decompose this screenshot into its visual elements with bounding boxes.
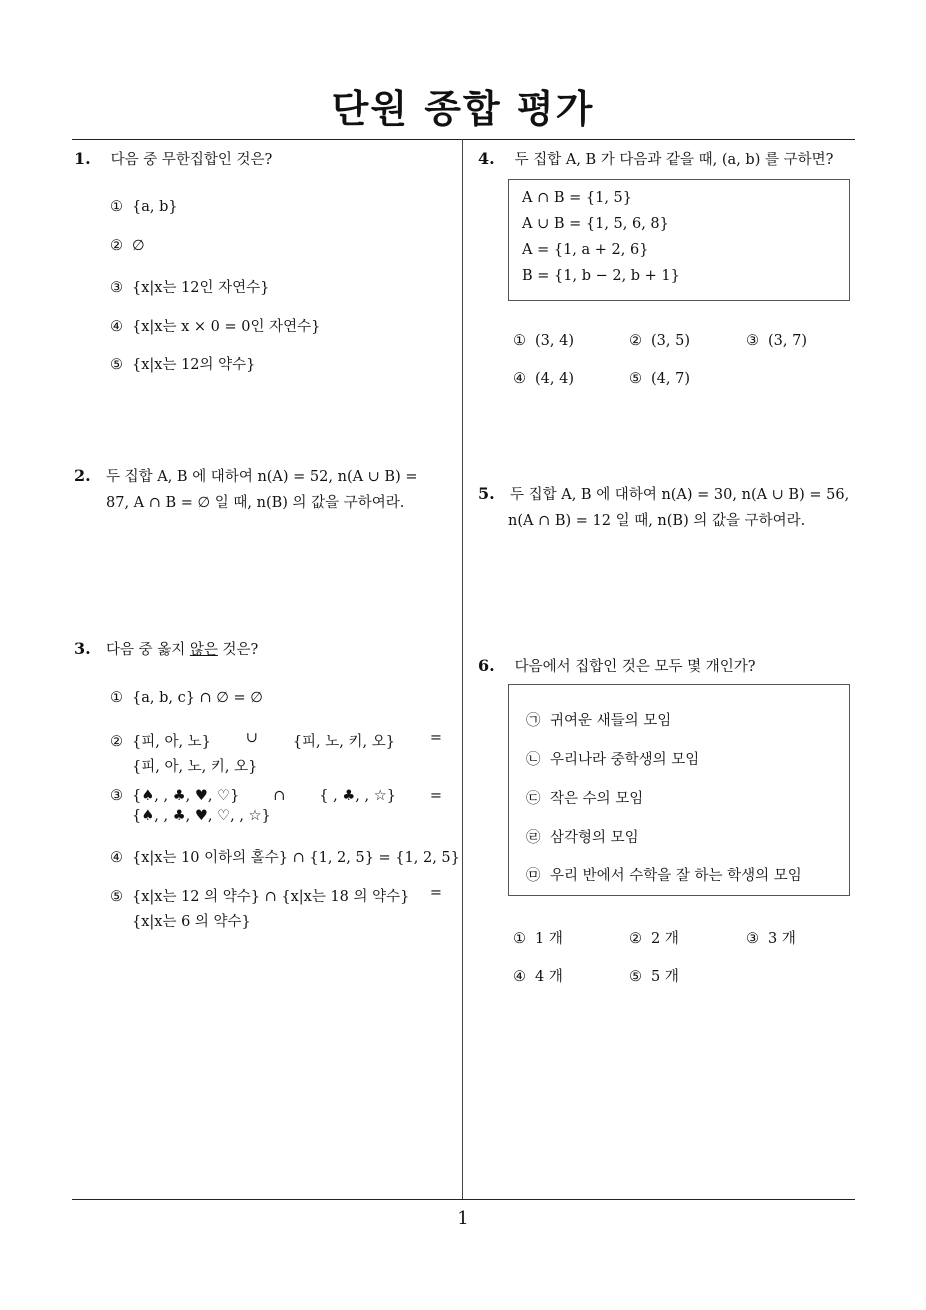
question-number: 5. [478, 484, 495, 503]
page-title: 단원 종합 평가 [331, 87, 595, 131]
item-mark: ㉣ [526, 830, 541, 846]
option-mark: ⑤ [629, 969, 642, 985]
option-mark: ③ [746, 333, 759, 349]
option-mark: ① [110, 199, 123, 215]
option-text: ∅ [132, 238, 145, 254]
condition-line: A ∪ B = {1, 5, 6, 8} [522, 216, 669, 232]
equals-sign: = [429, 730, 442, 746]
question-stem-line-2: 87, A ∩ B = ∅ 일 때, n(B) 의 값을 구하여라. [106, 495, 405, 511]
option-mark: ② [110, 238, 123, 254]
option-text: {a, b} [132, 199, 178, 215]
question-stem: 다음 중 무한집합인 것은? [110, 152, 273, 168]
option-text-right: {피, 노, 키, 오} [292, 734, 395, 750]
emphasis-underline: 않은 [189, 642, 218, 658]
option-3[interactable] [110, 276, 269, 297]
question-number: 2. [74, 466, 91, 485]
question-stem-line-2: n(A ∩ B) = 12 일 때, n(B) 의 값을 구하여라. [508, 513, 806, 529]
item-mark: ㉢ [526, 791, 541, 807]
question-stem-line-1: 두 집합 A, B 에 대하여 n(A) = 52, n(A ∪ B) = [106, 469, 418, 485]
option-5[interactable] [629, 371, 690, 387]
option-mark: ③ [746, 931, 759, 947]
option-3[interactable] [746, 927, 796, 948]
option-text: {a, b, c} ∩ ∅ = ∅ [132, 690, 263, 706]
bottom-divider [72, 1199, 855, 1200]
option-mark: ⑤ [110, 889, 123, 905]
option-2[interactable] [110, 238, 145, 254]
page-number: 1 [457, 1208, 469, 1229]
union-operator: ∪ [245, 730, 258, 746]
question-2 [74, 463, 456, 516]
option-text: 5 개 [651, 969, 679, 985]
question-1 [74, 146, 272, 173]
option-4[interactable] [110, 846, 460, 867]
item-mark: ㉤ [526, 868, 541, 884]
option-4[interactable] [110, 315, 320, 336]
item-mark: ㉠ [526, 713, 541, 729]
option-mark: ② [629, 333, 642, 349]
item-text: 우리 반에서 수학을 잘 하는 학생의 모임 [550, 868, 802, 884]
option-mark: ② [629, 931, 642, 947]
question-3 [74, 636, 258, 663]
option-mark: ② [110, 734, 123, 750]
option-text-left: {피, 아, 노} [132, 734, 211, 750]
option-mark: ③ [110, 280, 123, 296]
item-text: 삼각형의 모임 [550, 830, 639, 846]
option-mark: ④ [513, 969, 526, 985]
option-text: 2 개 [651, 931, 679, 947]
question-6 [478, 653, 756, 680]
intersection-operator: ∩ [273, 788, 286, 804]
items-box [508, 684, 850, 896]
equals-sign: = [429, 885, 442, 901]
question-4 [478, 146, 833, 173]
box-item [526, 864, 802, 885]
option-4[interactable] [513, 371, 574, 387]
item-mark: ㉡ [526, 752, 541, 768]
question-number: 4. [478, 149, 495, 168]
option-mark: ④ [110, 850, 123, 866]
option-2[interactable] [629, 927, 679, 948]
box-item [526, 826, 639, 847]
option-text: (3, 5) [651, 333, 690, 349]
item-text: 귀여운 새들의 모임 [550, 713, 672, 729]
question-5 [478, 481, 862, 534]
option-mark: ① [513, 931, 526, 947]
top-divider [72, 139, 855, 140]
option-text: (3, 4) [535, 333, 574, 349]
question-number: 3. [74, 639, 91, 658]
option-text-continued: {♠, , ♣, ♥, ♡, , ☆} [132, 808, 271, 824]
option-2[interactable] [110, 730, 442, 776]
option-text-left: {x|x는 12 의 약수} ∩ {x|x는 18 의 약수} [132, 889, 410, 905]
box-item [526, 748, 699, 769]
option-text: {x|x는 12인 자연수} [132, 280, 270, 296]
option-5[interactable] [629, 965, 679, 986]
option-3[interactable] [110, 788, 442, 824]
option-mark: ① [110, 690, 123, 706]
question-stem-end: 것은? [217, 642, 259, 658]
option-text: (3, 7) [768, 333, 807, 349]
option-text: 1 개 [535, 931, 563, 947]
option-text: {x|x는 12의 약수} [132, 357, 256, 373]
given-conditions-box [508, 179, 850, 301]
condition-line: A ∩ B = {1, 5} [522, 190, 632, 206]
box-item [526, 709, 671, 730]
option-text: {x|x는 x × 0 = 0인 자연수} [132, 319, 321, 335]
option-mark: ⑤ [629, 371, 642, 387]
option-text: (4, 7) [651, 371, 690, 387]
option-1[interactable] [513, 927, 563, 948]
option-text-continued: {피, 아, 노, 키, 오} [132, 759, 258, 775]
option-2[interactable] [629, 333, 690, 349]
option-text-continued: {x|x는 6 의 약수} [132, 914, 251, 930]
question-stem: 두 집합 A, B 가 다음과 같을 때, (a, b) 를 구하면? [514, 152, 834, 168]
option-mark: ③ [110, 788, 123, 804]
condition-line: A = {1, a + 2, 6} [522, 242, 649, 258]
question-stem-line-1: 두 집합 A, B 에 대하여 n(A) = 30, n(A ∪ B) = 56, [510, 487, 850, 503]
option-mark: ④ [110, 319, 123, 335]
option-text: {x|x는 10 이하의 홀수} ∩ {1, 2, 5} = {1, 2, 5} [132, 850, 460, 866]
option-text: (4, 4) [535, 371, 574, 387]
option-1[interactable] [110, 199, 178, 215]
question-stem: 다음에서 집합인 것은 모두 몇 개인가? [514, 659, 756, 675]
option-mark: ① [513, 333, 526, 349]
option-text: 3 개 [768, 931, 796, 947]
item-text: 우리나라 중학생의 모임 [550, 752, 700, 768]
option-text: 4 개 [535, 969, 563, 985]
option-mark: ⑤ [110, 357, 123, 373]
option-1[interactable] [513, 333, 574, 349]
option-1[interactable] [110, 690, 263, 706]
question-stem: 다음 중 옳지 [106, 642, 190, 658]
option-mark: ④ [513, 371, 526, 387]
equals-sign: = [429, 788, 442, 804]
option-5[interactable] [110, 885, 442, 931]
item-text: 작은 수의 모임 [550, 791, 644, 807]
question-number: 1. [74, 149, 91, 168]
column-divider [462, 139, 463, 1199]
option-text-right: { , ♣, , ☆} [319, 788, 396, 804]
option-5[interactable] [110, 353, 255, 374]
option-text-left: {♠, , ♣, ♥, ♡} [132, 788, 240, 804]
option-4[interactable] [513, 965, 563, 986]
question-number: 6. [478, 656, 495, 675]
box-item [526, 787, 643, 808]
condition-line: B = {1, b − 2, b + 1} [522, 268, 680, 284]
option-3[interactable] [746, 333, 807, 349]
